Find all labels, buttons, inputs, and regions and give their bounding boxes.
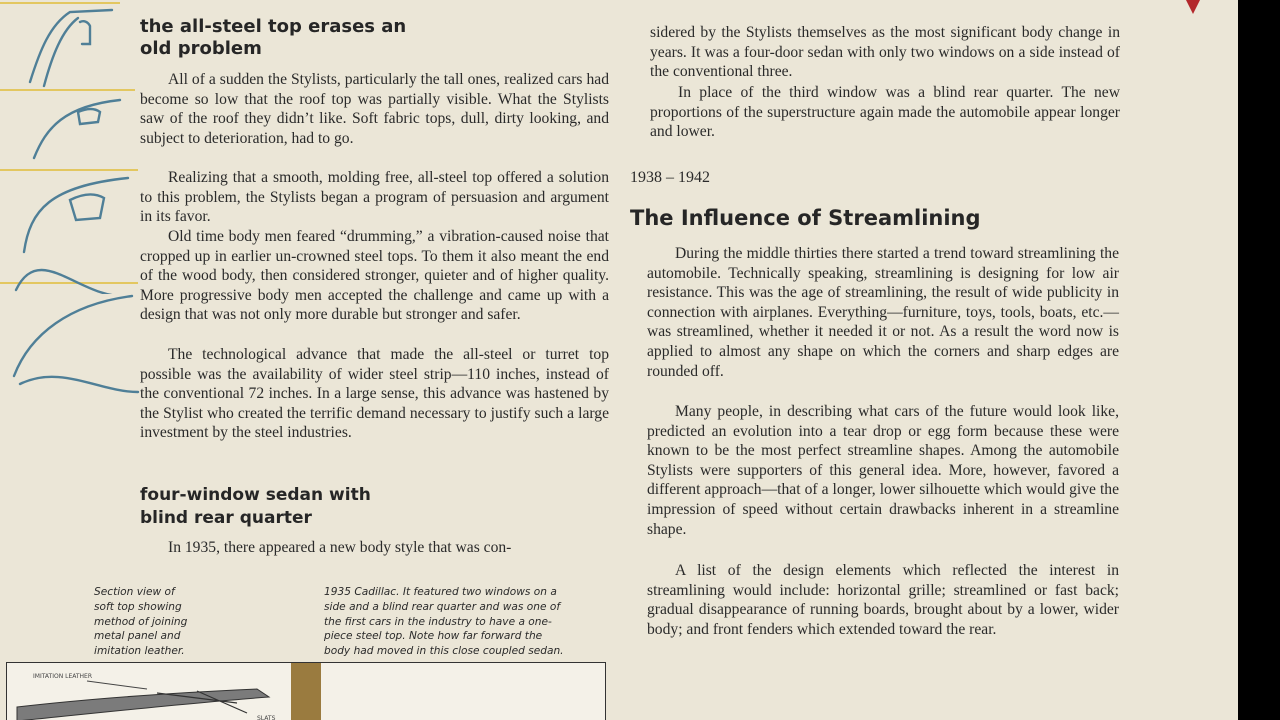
paragraph: A list of the design elements which reflected the interest in streamlining would include: horizontal grille; streamlined or fast back; gradual disappearance of running boards, brought about by a lower, wider body; and front fenders which extended toward the rear. (647, 562, 1119, 638)
caption-line: metal panel and (94, 630, 181, 643)
heading-line: the all-steel top erases an (140, 16, 407, 37)
figure-label: IMITATION LEATHER (33, 673, 93, 680)
heading-line: four-window sedan with (140, 485, 371, 505)
paragraph: Realizing that a smooth, molding free, all-steel top offered a solution to this problem, the Stylists began a program of persuasion and argument in its favor. (140, 169, 609, 226)
paragraph: sidered by the Stylists themselves as the most significant body change in years. It was a four-door sedan with only two windows on a side instead of the conventional three. (650, 24, 1120, 81)
caption-line: Section view of (94, 586, 175, 598)
paragraph: In 1935, there appeared a new body style that was con- (168, 539, 512, 556)
caption-line: 1935 Cadillac. It featured two windows on a (324, 586, 557, 598)
caption-line: body had moved in this close coupled sedan. (324, 645, 564, 658)
caption-section-view (94, 585, 224, 659)
paragraph: Many people, in describing what cars of the future would look like, predicted an evolution into a tear drop or egg form because these were known to be the most perfect streamline shapes. Among the automobile Stylists were supporters of this general idea. More, however, favored a different approach—that of a longer, lower silhouette which would give the impression of speed without certain drawbacks inherent in a streamline shape. (647, 403, 1119, 538)
caption-cadillac (324, 585, 614, 659)
streamline-roof-sketch (0, 284, 140, 404)
section-heading-all-steel-top (140, 16, 406, 60)
section-heading-four-window-sedan (140, 484, 371, 530)
paragraph: All of a sudden the Stylists, particularly the tall ones, realized cars had become so low that the roof top was partially visible. What the Stylists saw of the roof they didn’t like. Soft fabric tops, dull, dirty looking, and subject to deterioration, had to go. (140, 71, 609, 147)
soft-top-section-drawing (7, 663, 291, 720)
bookmark-ribbon (1186, 0, 1200, 14)
era-years: 1938 – 1942 (630, 169, 710, 186)
caption-line: piece steel top. Note how far forward the (324, 630, 543, 643)
caption-line: soft top showing (94, 600, 182, 613)
figure-label: SLATS (257, 715, 276, 720)
section-heading-streamlining: The Influence of Streamlining (630, 206, 981, 230)
roof-evolution-illustration (0, 0, 138, 294)
heading-line: old problem (140, 38, 262, 59)
heading-line: blind rear quarter (140, 508, 312, 528)
caption-line: imitation leather. (94, 645, 185, 658)
caption-line: the first cars in the industry to have a one- (324, 615, 552, 628)
paragraph: The technological advance that made the all-steel or turret top possible was the availability of wider steel strip—110 inches, instead of the conventional 72 inches. In a large sense, this advance was hastened by the Stylist who created the terrific demand necessary to justify such a large investment by the steel industries. (140, 346, 609, 442)
caption-line: method of joining (94, 615, 188, 628)
page-edge-shadow (1238, 0, 1280, 720)
paragraph: During the middle thirties there started a trend toward streamlining the automobile. Technically speaking, streamlining is designing for low air resistance. This was the age of streamlining, the result of wide publicity in connection with airplanes. Everything—furniture, toys, tools, boats, etc.—was streamlined, whether it needed it or not. As a result the word now is applied to almost any shape on which the corners and sharp edges are rounded off. (647, 245, 1119, 380)
caption-line: side and a blind rear quarter and was one of (324, 600, 561, 613)
soft-top-section-figure (6, 662, 606, 720)
paragraph: Old time body men feared “drumming,” a vibration-caused noise that cropped up in earlier un-crowned steel tops. To them it also meant the end of the wood body, then considered stronger, quieter and of higher quality. More progressive body men accepted the challenge and came up with a design that was not only more durable but stronger and safer. (140, 228, 609, 324)
paragraph: In place of the third window was a blind rear quarter. The new proportions of the superstructure again made the automobile appear longer and lower. (650, 84, 1120, 141)
photo-panel (291, 663, 321, 720)
